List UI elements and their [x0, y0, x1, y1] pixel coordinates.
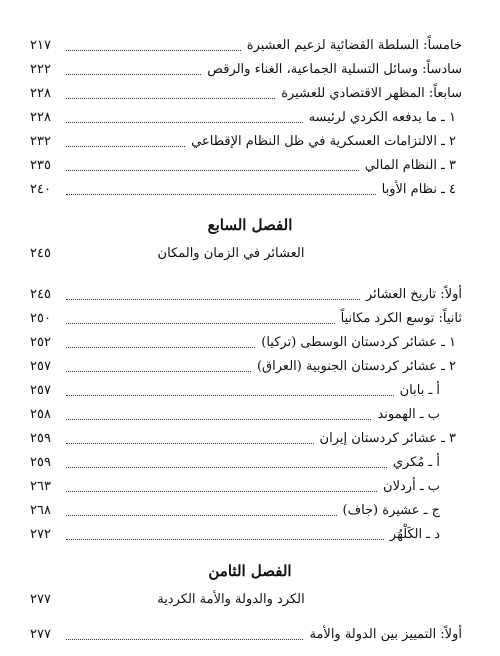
toc-entry — [30, 624, 462, 646]
chapter-page: ٢٤٥ — [30, 245, 51, 261]
toc-entry — [30, 332, 456, 354]
toc-entry-title: ج ـ عشيرة (جاف) — [342, 503, 440, 518]
toc-entry — [30, 308, 462, 330]
toc-entry-page: ٢٢٨ — [30, 110, 51, 125]
toc-entry-title: ب ـ أردلان — [383, 479, 440, 494]
toc-entry-title: أولاً: التمييز بين الدولة والأمة — [309, 627, 462, 642]
toc-entry-title: خامساً: السلطة القضائية لزعيم العشيرة — [246, 38, 462, 53]
toc-entry-title: ب ـ الهموند — [377, 407, 440, 422]
toc-entry-page: ٢٥٩ — [30, 455, 51, 470]
toc-entry-title: ٣ ـ النظام المالي — [364, 158, 456, 173]
toc-entry — [30, 476, 440, 498]
toc-entry — [30, 179, 456, 201]
toc-entry-title: ثانياً: توسع الكرد مكانياً — [340, 311, 462, 326]
toc-entry-title: أولاً: تاريخ العشائر — [365, 287, 462, 302]
toc-entry-title: ٢ ـ عشائر كردستان الجنوبية (العراق) — [256, 359, 456, 374]
dot-leader — [66, 74, 201, 75]
dot-leader — [66, 539, 384, 540]
toc-entry-title: ٣ ـ عشائر كردستان إيران — [319, 431, 456, 446]
dot-leader — [66, 170, 359, 171]
dot-leader — [66, 194, 376, 195]
chapter-page: ٢٧٧ — [30, 591, 51, 607]
dot-leader — [66, 146, 185, 147]
toc-entry-page: ٢٥٧ — [30, 383, 51, 398]
toc-entry-page: ٢٦٨ — [30, 503, 51, 518]
dot-leader — [66, 419, 371, 420]
toc-entry — [30, 452, 440, 474]
toc-entry-page: ٢٥٠ — [30, 311, 51, 326]
toc-entry-title: ٤ ـ نظام الأوبا — [381, 182, 456, 197]
toc-entry-page: ٢٥٧ — [30, 359, 51, 374]
toc-entry-title: د ـ الكَلْهُر — [389, 527, 440, 542]
chapter-heading: الفصل السابع — [207, 216, 293, 234]
toc-entry-page: ٢٥٩ — [30, 431, 51, 446]
dot-leader — [66, 491, 377, 492]
toc-entry-page: ٢٧٧ — [30, 627, 51, 642]
dot-leader — [66, 50, 241, 51]
dot-leader — [66, 122, 303, 123]
dot-leader — [66, 443, 314, 444]
toc-entry — [30, 284, 462, 306]
dot-leader — [66, 98, 275, 99]
chapter-subtitle: العشائر في الزمان والمكان — [157, 245, 305, 261]
toc-entry-page: ٢٥٢ — [30, 335, 51, 350]
toc-entry — [30, 500, 440, 522]
toc-entry-page: ٢٥٨ — [30, 407, 51, 422]
dot-leader — [66, 395, 394, 396]
toc-entry-page: ٢٢٨ — [30, 86, 51, 101]
toc-entry-page: ٢١٧ — [30, 38, 51, 53]
dot-leader — [66, 639, 303, 640]
dot-leader — [66, 467, 387, 468]
toc-entry — [30, 155, 456, 177]
toc-entry — [30, 35, 462, 57]
toc-entry — [30, 59, 462, 81]
dot-leader — [66, 515, 337, 516]
chapter-subtitle-row — [30, 242, 462, 264]
toc-entry-title: أ ـ بابان — [399, 383, 440, 398]
toc-entry-title: سابعاً: المظهر الاقتصادي للعشيرة — [281, 86, 462, 101]
chapter-heading: الفصل الثامن — [208, 562, 292, 580]
chapter-subtitle-row — [30, 588, 462, 610]
toc-entry-page: ٢٣٢ — [30, 134, 51, 149]
toc-entry-page: ٢٤٠ — [30, 182, 51, 197]
toc-entry-page: ٢٧٢ — [30, 527, 51, 542]
toc-entry — [30, 428, 456, 450]
toc-entry-page: ٢٤٥ — [30, 287, 51, 302]
toc-entry-page: ٢٢٢ — [30, 62, 51, 77]
toc-entry — [30, 356, 456, 378]
toc-entry-page: ٢٦٣ — [30, 479, 51, 494]
toc-entry-title: أ ـ مُكري — [392, 455, 440, 470]
toc-entry-page: ٢٣٥ — [30, 158, 51, 173]
dot-leader — [66, 347, 255, 348]
chapter-subtitle: الكرد والدولة والأمة الكردية — [157, 591, 305, 607]
toc-entry — [30, 107, 456, 129]
toc-entry — [30, 524, 440, 546]
toc-entry-title: ١ ـ ما يدفعه الكردي لرئيسه — [308, 110, 456, 125]
toc-entry — [30, 404, 440, 426]
toc-entry — [30, 83, 462, 105]
dot-leader — [66, 299, 360, 300]
dot-leader — [66, 323, 335, 324]
toc-entry-title: ٢ ـ الالتزامات العسكرية في ظل النظام الإقطاعي — [191, 134, 456, 149]
toc-entry-title: سادساً: وسائل التسلية الجماعية، الغناء والرقص — [207, 62, 462, 77]
toc-entry — [30, 131, 456, 153]
toc-entry — [30, 380, 440, 402]
toc-entry-title: ١ ـ عشائر كردستان الوسطى (تركيا) — [261, 335, 456, 350]
dot-leader — [66, 371, 251, 372]
